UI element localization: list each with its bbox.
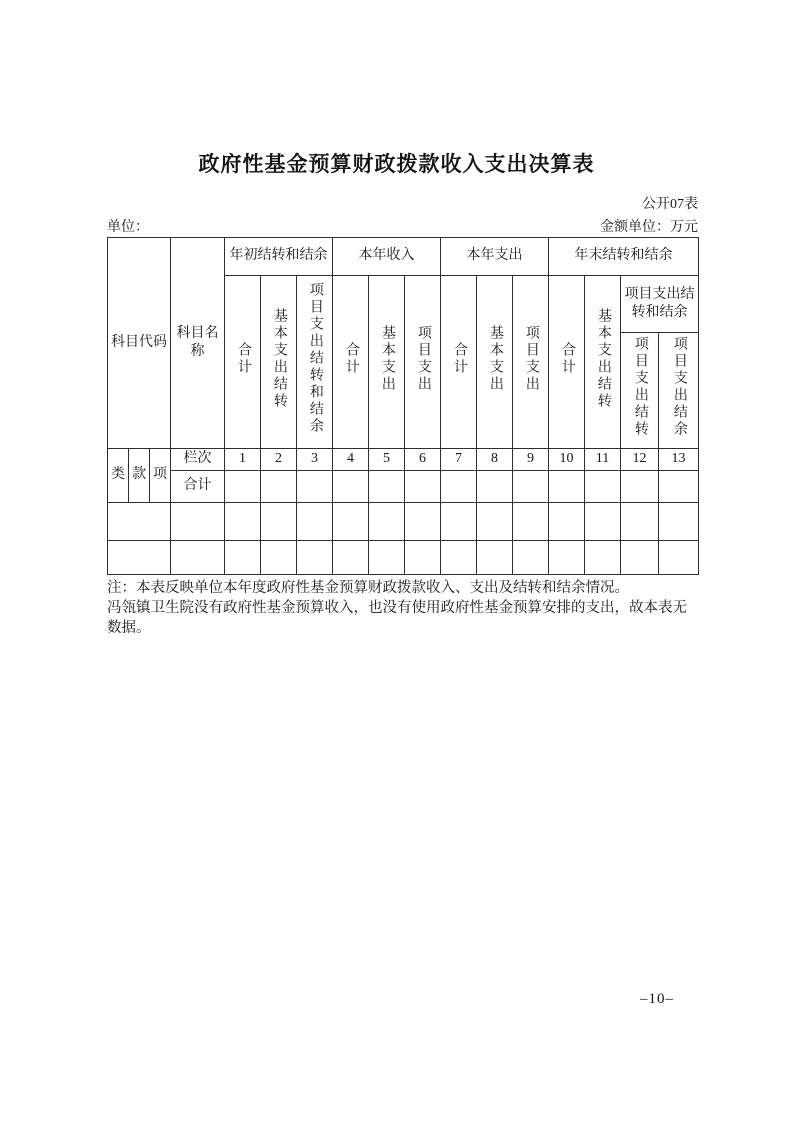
empty-cell: [297, 541, 333, 575]
header-col-2: [261, 276, 297, 449]
column-index-12: 12: [621, 449, 659, 471]
total-cell-12: [621, 471, 659, 503]
note-line-2: 冯瓴镇卫生院没有政府性基金预算收入，也没有使用政府性基金预算安排的支出，故本表无数据。: [107, 600, 687, 636]
header-group-yearend-balance: 年末结转和结余: [549, 238, 699, 276]
total-cell-6: [405, 471, 441, 503]
empty-cell: [297, 503, 333, 541]
header-col-8-label: 基本支出: [487, 324, 503, 393]
column-index-13: 13: [659, 449, 699, 471]
code-subcol-section: 款: [129, 449, 150, 503]
header-col-10-label: 合计: [559, 341, 575, 376]
header-col-4-label: 合计: [343, 341, 359, 376]
empty-code-cell: [108, 541, 171, 575]
column-index-5: 5: [369, 449, 405, 471]
form-number-label: 公开07表: [642, 197, 698, 212]
column-index-label: 栏次: [171, 449, 225, 471]
empty-cell: [549, 541, 585, 575]
column-index-8: 8: [477, 449, 513, 471]
empty-cell: [333, 503, 369, 541]
column-index-9: 9: [513, 449, 549, 471]
empty-cell: [659, 503, 699, 541]
header-col-2-label: 基本支出结转: [271, 307, 287, 410]
column-index-row: [108, 449, 699, 471]
header-col-3: [297, 276, 333, 449]
empty-cell: [261, 541, 297, 575]
header-group-current-expenditure: 本年支出: [441, 238, 549, 276]
header-group-current-income: 本年收入: [333, 238, 441, 276]
fund-budget-table: [107, 237, 699, 575]
column-index-1: 1: [225, 449, 261, 471]
header-group-row: [108, 238, 699, 276]
column-index-11: 11: [585, 449, 621, 471]
header-col-1-label: 合计: [235, 341, 251, 376]
header-col-11: [585, 276, 621, 449]
empty-code-cell: [108, 503, 171, 541]
header-col-5-label: 基本支出: [379, 324, 395, 393]
header-col-12: [621, 333, 659, 449]
total-cell-1: [225, 471, 261, 503]
empty-cell: [441, 541, 477, 575]
code-subcol-class: 类: [108, 449, 129, 503]
empty-data-row: [108, 503, 699, 541]
empty-cell: [333, 541, 369, 575]
empty-cell: [225, 541, 261, 575]
column-index-10: 10: [549, 449, 585, 471]
header-subject-name: 科目名称: [171, 238, 225, 449]
empty-name-cell: [171, 503, 225, 541]
empty-cell: [549, 503, 585, 541]
header-col-4: [333, 276, 369, 449]
empty-cell: [621, 503, 659, 541]
header-col-7-label: 合计: [451, 341, 467, 376]
empty-cell: [261, 503, 297, 541]
page-title: 政府性基金预算财政拨款收入支出决算表: [198, 152, 595, 176]
empty-name-cell: [171, 541, 225, 575]
column-index-6: 6: [405, 449, 441, 471]
header-col-8: [477, 276, 513, 449]
column-index-7: 7: [441, 449, 477, 471]
unit-row: [107, 216, 698, 236]
header-group-opening-balance: 年初结转和结余: [225, 238, 333, 276]
empty-cell: [659, 541, 699, 575]
total-cell-7: [441, 471, 477, 503]
empty-cell: [513, 503, 549, 541]
total-row: [108, 471, 699, 503]
header-subgroup-project-balance: 项目支出结转和结余: [621, 276, 699, 333]
total-cell-11: [585, 471, 621, 503]
empty-cell: [585, 541, 621, 575]
header-col-13: [659, 333, 699, 449]
empty-cell: [513, 541, 549, 575]
total-cell-9: [513, 471, 549, 503]
header-col-1: [225, 276, 261, 449]
header-col-13-label: 项目支出结余: [671, 336, 687, 439]
empty-cell: [477, 541, 513, 575]
total-cell-5: [369, 471, 405, 503]
empty-cell: [477, 503, 513, 541]
header-col-5: [369, 276, 405, 449]
total-cell-3: [297, 471, 333, 503]
empty-cell: [405, 503, 441, 541]
empty-cell: [585, 503, 621, 541]
header-col-7: [441, 276, 477, 449]
header-col-11-label: 基本支出结转: [595, 307, 611, 410]
header-col-9: [513, 276, 549, 449]
empty-cell: [369, 541, 405, 575]
amount-unit-label: 金额单位：万元: [600, 220, 698, 235]
header-col-12-label: 项目支出结转: [632, 336, 648, 439]
total-cell-4: [333, 471, 369, 503]
total-cell-10: [549, 471, 585, 503]
empty-cell: [621, 541, 659, 575]
empty-cell: [369, 503, 405, 541]
header-col-6-label: 项目支出: [415, 324, 431, 393]
header-subject-code: 科目代码: [108, 238, 171, 449]
total-cell-13: [659, 471, 699, 503]
header-col-9-label: 项目支出: [523, 324, 539, 393]
code-subcol-item: 项: [150, 449, 171, 503]
header-col-10: [549, 276, 585, 449]
total-row-label: 合计: [171, 471, 225, 503]
empty-cell: [441, 503, 477, 541]
empty-cell: [225, 503, 261, 541]
table-notes: [107, 578, 698, 638]
page-number: –10–: [640, 991, 674, 1007]
header-col-6: [405, 276, 441, 449]
total-cell-2: [261, 471, 297, 503]
total-cell-8: [477, 471, 513, 503]
column-index-2: 2: [261, 449, 297, 471]
unit-label: 单位：: [107, 220, 149, 235]
empty-data-row: [108, 541, 699, 575]
column-index-3: 3: [297, 449, 333, 471]
note-line-1: 注：本表反映单位本年度政府性基金预算财政拨款收入、支出及结转和结余情况。: [107, 580, 629, 596]
empty-cell: [405, 541, 441, 575]
column-index-4: 4: [333, 449, 369, 471]
header-col-3-label: 项目支出结转和结余: [307, 282, 323, 436]
